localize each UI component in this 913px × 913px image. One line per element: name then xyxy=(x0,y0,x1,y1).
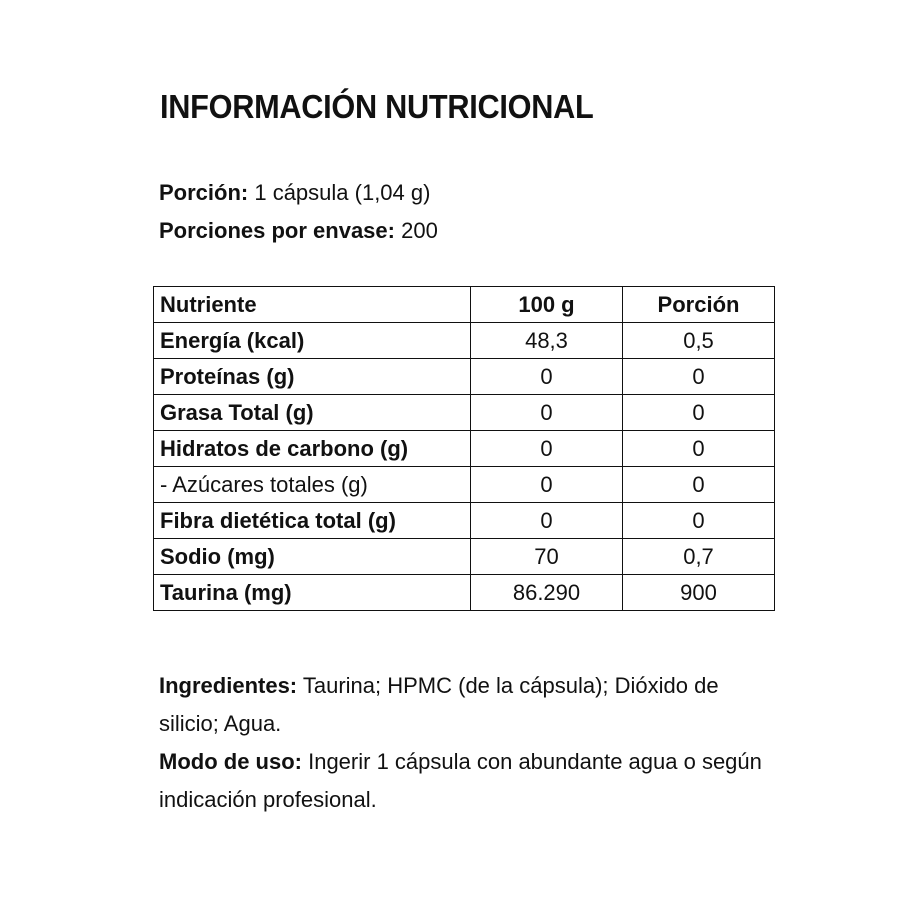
nutrition-table xyxy=(153,286,775,611)
value-per-portion: 0 xyxy=(623,359,775,395)
value-per-portion: 900 xyxy=(623,575,775,611)
value-per-100g: 0 xyxy=(471,467,623,503)
value-per-portion: 0,7 xyxy=(623,539,775,575)
portion-value: 1 cápsula (1,04 g) xyxy=(248,180,431,205)
value-per-portion: 0 xyxy=(623,431,775,467)
header-per-100g: 100 g xyxy=(471,287,623,323)
value-per-100g: 86.290 xyxy=(471,575,623,611)
serving-info xyxy=(159,174,438,250)
nutrient-name: Grasa Total (g) xyxy=(154,395,471,431)
table-row xyxy=(154,359,775,395)
value-per-portion: 0,5 xyxy=(623,323,775,359)
table-header-row xyxy=(154,287,775,323)
value-per-100g: 0 xyxy=(471,503,623,539)
table-row xyxy=(154,431,775,467)
portion-line xyxy=(159,174,438,212)
value-per-100g: 70 xyxy=(471,539,623,575)
value-per-portion: 0 xyxy=(623,467,775,503)
ingredients-paragraph xyxy=(159,667,779,743)
table-row xyxy=(154,575,775,611)
ingredients-label: Ingredientes: xyxy=(159,673,298,698)
usage-label: Modo de uso: xyxy=(159,749,302,774)
table-row xyxy=(154,467,775,503)
table-row xyxy=(154,323,775,359)
value-per-portion: 0 xyxy=(623,503,775,539)
ingredients-text: Taurina; HPMC (de la cápsula); Dióxido de silicio; Agua. xyxy=(159,673,719,736)
servings-value: 200 xyxy=(394,218,438,243)
table-row xyxy=(154,395,775,431)
header-nutrient: Nutriente xyxy=(154,287,471,323)
nutrient-name: Hidratos de carbono (g) xyxy=(154,431,471,467)
value-per-100g: 0 xyxy=(471,431,623,467)
table-row xyxy=(154,503,775,539)
nutrient-name: Taurina (mg) xyxy=(154,575,471,611)
nutrient-name: Energía (kcal) xyxy=(154,323,471,359)
value-per-100g: 0 xyxy=(471,395,623,431)
nutrient-name: Sodio (mg) xyxy=(154,539,471,575)
usage-paragraph xyxy=(159,743,779,819)
nutrient-name: Proteínas (g) xyxy=(154,359,471,395)
header-per-portion: Porción xyxy=(623,287,775,323)
servings-label: Porciones por envase: xyxy=(159,218,395,243)
page-title: INFORMACIÓN NUTRICIONAL xyxy=(160,88,594,125)
servings-line xyxy=(159,212,438,250)
usage-text: Ingerir 1 cápsula con abundante agua o según indicación profesional. xyxy=(159,749,762,812)
value-per-100g: 0 xyxy=(471,359,623,395)
footer-info xyxy=(159,667,779,819)
value-per-portion: 0 xyxy=(623,395,775,431)
table-row xyxy=(154,539,775,575)
nutrient-name: Fibra dietética total (g) xyxy=(154,503,471,539)
nutrient-name: - Azúcares totales (g) xyxy=(154,467,471,503)
value-per-100g: 48,3 xyxy=(471,323,623,359)
portion-label: Porción: xyxy=(159,180,249,205)
